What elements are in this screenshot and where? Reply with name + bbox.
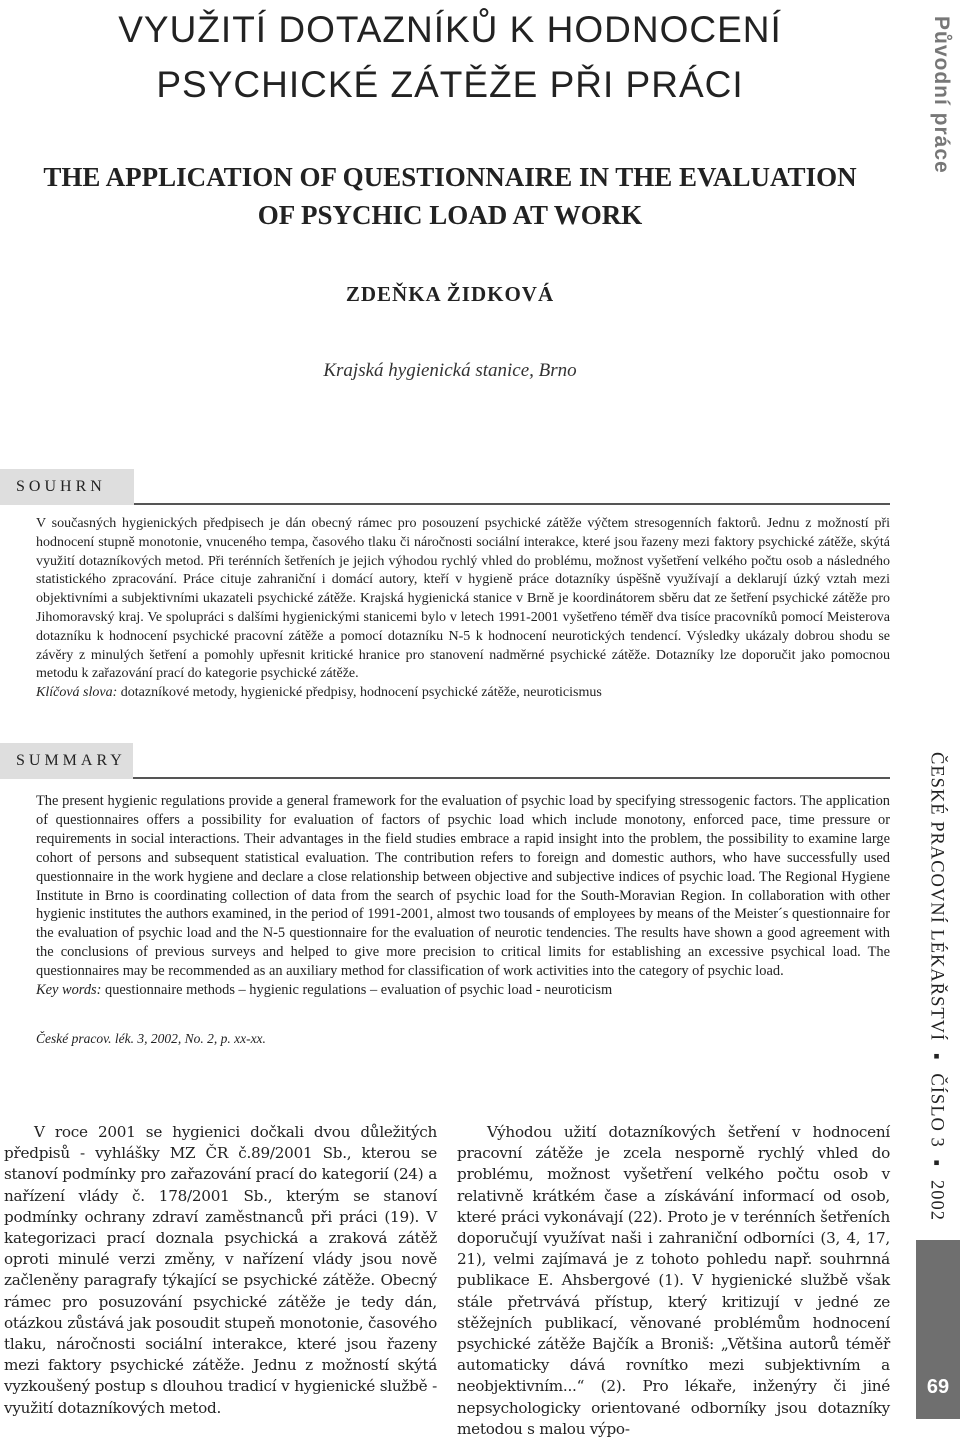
section-tab-label: Původní práce — [930, 16, 953, 174]
souhrn-text: V současných hygienických předpisech je dán obecný rámec pro posouzení psychické zátěže výčtem stresogenních faktorů. Jednu z možností při hodnocení stupně monotonie, vnuceného tempa, časového tlaku či náročnosti sociální interakce, které jsou řazeny mezi faktory psychické zátěže, skýtá využití dotazníkových metod. Při terénních šetřeních je jejich výhodou rychlý vhled do problému, možnost vyšetření velkého počtu osob a následného statistického zpracování. Práce cituje zahraniční i domácí autory, kteří v hygieně práce dotazníky úspěšně využívají a deklarují úzký vztah mezi objektivními a subjektivními ukazateli psychické zátěže. Krajská hygienická stanice v Brně je koordinátorem sběru dat ze šetření psychické zátěže pro Jihomoravský kraj. Ve spolupráci s dalšími hygienickými stanicemi bylo v letech 1991-2001 vyšetřeno téměř dva tisíce pracovníků pomocí Meisterova dotazníku k hodnocení psychické pracovní zátěže a pomocí dotazníku N-5 k hodnocení neurotických tendencí. Výsledky ukázaly dobrou shodu se závěry z minulých šetření a pomohly upřesnit kritické hranice pro stanovení nadměrné psychické zátěže. Dotazníky lze doporučit jako pomocnou metodu k zařazování prací do kategorie psychické zátěže. — [36, 516, 890, 682]
souhrn-keywords-label: Klíčová slova: — [36, 685, 118, 701]
body-column-right: Výhodou užití dotazníkových šetření v hodnocení pracovní zátěže je zcela nesporně rychlý vhled do problému, možnost vyšetření velkého počtu osob v relativně krátkém čase a získávání informací od osob, které práci vykonávají (22). Proto je v terénních šetřeních doporučují využívat naši i zahraniční odborníci (3, 4, 17, 21), velmi zajímavá je z tohoto pohledu např. souhrnná publikace E. Ahsbergové (1). V hygienické službě však stále přetrvává přístup, který kritizují v jedné ze stěžejních publikací, věnované problémům hodnocení psychické zátěže Bajčík a Broniš: „Většina autorů téměř automaticky dává rovnítko mezi subjektivním a neobjektivním...“ (2). Pro lékaře, inženýry či jiné nepsychologicky orientované odborníky jsou dotazníky metodou s malou výpo- — [457, 1123, 890, 1438]
page-number: 69 — [926, 1376, 950, 1398]
body-column-left: V roce 2001 se hygienici dočkali dvou důležitých předpisů - vyhlášky MZ ČR č.89/2001 Sb., kterou se stanoví podmínky pro zařazování prací do kategorií (24) a nařízení vlády č. 178/2001 Sb., kterým se stanoví podmínky ochrany zdraví zaměstnanců při práci (19). V kategorizaci prací doznala psychická a zraková zátěž oproti minulé verzi změny, v nařízení vlády jsou nově začleněny paragrafy týkající se psychické zátěže. Obecný rámec pro posuzování psychické zátěže je tedy dán, otázkou zůstává jak posoudit stupeň monotonie, časového tlaku, náročnosti sociální interakce, které jsou řazeny mezi faktory psychické zátěže. Jednu z možností skýtá vyzkoušený postup s dlouhou tradicí v hygienické službě - využití dotazníkových metod. — [4, 1123, 437, 1417]
article-subtitle: THE APPLICATION OF QUESTIONNAIRE IN THE EVALUATION OF PSYCHIC LOAD AT WORK — [43, 162, 857, 230]
summary-rule — [133, 777, 890, 779]
article-title: VYUŽITÍ DOTAZNÍKŮ K HODNOCENÍ PSYCHICKÉ ZÁTĚŽE PŘI PRÁCI — [118, 9, 782, 105]
souhrn-abstract — [36, 515, 890, 703]
journal-citation: České pracov. lék. 3, 2002, No. 2, p. xx-xx. — [36, 1031, 266, 1046]
journal-running-head: ČESKÉ PRACOVNÍ LÉKAŘSTVÍ ▪ ČÍSLO 3 ▪ 2002 — [926, 752, 947, 1222]
souhrn-rule — [134, 503, 890, 505]
summary-keywords-label: Key words: — [36, 982, 102, 999]
summary-keywords: questionnaire methods – hygienic regulations – evaluation of psychic load - neuroticism — [105, 982, 613, 999]
author-affiliation: Krajská hygienická stanice, Brno — [323, 360, 577, 381]
summary-heading: SUMMARY — [0, 743, 133, 779]
author-name: ZDEŇKA ŽIDKOVÁ — [345, 282, 555, 306]
summary-text: The present hygienic regulations provide a general framework for the evaluation of psychic load by specifying stressogenic factors. The application of questionnaires offers a possibility for evaluation of factors of psychic load which include monotony, enforced pace, time pressure or requirements in social interactions. Their advantages in the field studies embrace a rapid insight into the problem, the possibility to examine large cohort of persons and subsequent statistical evaluation. The contribution refers to foreign and domestic authors, who have successfully used questionnaire in the work hygiene and declare a close relationship between objective and subjective indices of psychic load. The Regional Hygiene Institute in Brno is coordinating collection of data from the search of psychic load for the South-Moravian Region. In collaboration with other hygienic institutes the authors examined, in the period of 1991-2001, almost two tousands of employees by means of the Meister´s questionnaire for the evaluation of psychic load and the N-5 questionnaire for the evaluation of neurotic tendencies. The results have shown a good agreement with the conclusions of previous surveys and helped to give more precision to critical limits for establishing an excessive psychical load. The questionnaires may be recommended as an auxiliary method for classification of work activities into the category of psychic load. — [36, 793, 890, 980]
souhrn-keywords: dotazníkové metody, hygienické předpisy, hodnocení psychické zátěže, neuroticismus — [120, 685, 602, 701]
souhrn-heading: SOUHRN — [0, 469, 134, 505]
summary-abstract — [36, 792, 890, 1000]
